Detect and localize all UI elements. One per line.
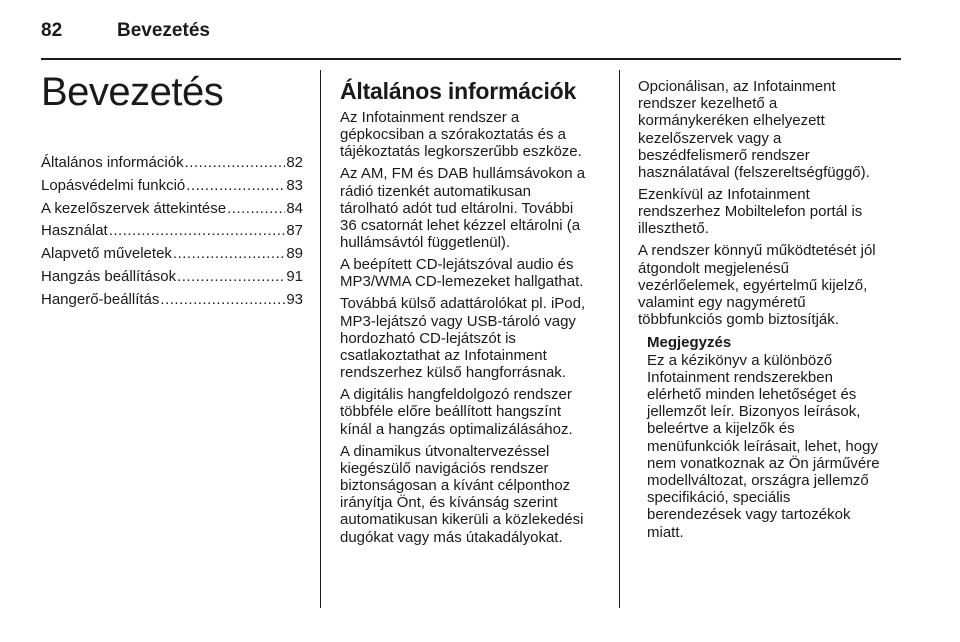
toc-leader-dots: [177, 266, 285, 289]
toc-leader-dots: [109, 220, 286, 243]
toc-entry-label: Általános információk: [41, 154, 184, 171]
toc-entry-label: Hangerő-beállítás: [41, 290, 160, 308]
toc-entry[interactable]: [41, 152, 303, 175]
toc-entry[interactable]: [41, 220, 303, 243]
running-title: Bevezetés: [117, 20, 210, 41]
toc-leader-dots: [185, 152, 286, 175]
body-column-1: [340, 70, 605, 551]
toc-leader-dots: [227, 198, 285, 221]
toc-entry[interactable]: [41, 266, 303, 289]
toc-leader-dots: [173, 243, 285, 266]
toc-entry[interactable]: [41, 289, 303, 312]
column-divider-1: [320, 70, 321, 608]
paragraph: A digitális hangfeldolgozó rendszer többféle előre beállított hangszínt kínál a hangzás optimalizálásához.: [340, 386, 573, 438]
column-divider-2: [619, 70, 620, 608]
section-title: Általános információk: [340, 78, 577, 104]
toc-entry[interactable]: [41, 198, 303, 221]
page-number: 82: [41, 20, 63, 41]
paragraph: A rendszer könnyű működtetését jól átgondolt megjelenésű vezérlőelemek, egyértelmű kijelző, valamint egy nagyméretű többfunkciós gomb biztosítják.: [638, 242, 876, 329]
paragraph: Továbbá külső adattárolókat pl. iPod, MP3-lejátszó vagy USB-tároló vagy hordozható CD-lejátszót is csatlakoztathat az Infotainment rendszerhez külső hangforrásnak.: [340, 295, 586, 382]
paragraph: A beépített CD-lejátszóval audio és MP3/WMA CD-lemezeket hallgathat.: [340, 256, 584, 291]
toc-entry-label: Alapvető műveletek: [41, 245, 172, 263]
toc-column: [41, 70, 303, 312]
paragraph: Az Infotainment rendszer a gépkocsiban a szórakoztatás és a tájékoztatás legkorszerűbb eszköze.: [340, 109, 582, 161]
toc-entry-label: Hangzás beállítások: [41, 267, 177, 285]
toc-entry-page: 93: [286, 290, 303, 308]
toc-entry[interactable]: [41, 243, 303, 266]
chapter-title: Bevezetés: [41, 70, 224, 114]
toc-entry-page: 91: [286, 267, 303, 285]
toc-entry-label: Használat: [41, 222, 108, 240]
page-header: [41, 16, 901, 46]
toc-entry-label: A kezelőszervek áttekintése: [41, 199, 227, 217]
paragraph: Opcionálisan, az Infotainment rendszer kezelhető a kormánykeréken elhelyezett kezelőszervek vagy a beszédfelismerő rendszer használatával (felszereltségfüggő).: [638, 78, 870, 182]
header-rule: [41, 58, 901, 60]
toc-entry-label: Lopásvédelmi funkció: [41, 176, 186, 194]
paragraph: Az AM, FM és DAB hullámsávokon a rádió tizenkét automatikusan tárolható adót tud eltárolni. További 36 csatornát lehet kézzel eltárolni (a hullámsávtól függetlenül).: [340, 165, 586, 252]
toc-entry-page: 82: [286, 154, 303, 171]
note-box: [647, 334, 900, 540]
toc-entry-page: 89: [286, 245, 303, 263]
toc-entry[interactable]: [41, 175, 303, 198]
toc-leader-dots: [160, 289, 285, 312]
paragraph: A dinamikus útvonaltervezéssel kiegészülő navigációs rendszer biztonságosan a kívánt célponthoz irányítja Önt, és kívánság szerint automatikusan kikerüli a közlekedési dugókat vagy más útakadályokat.: [340, 442, 584, 546]
toc-entry-page: 83: [286, 176, 303, 194]
toc-leader-dots: [186, 175, 285, 198]
table-of-contents: [41, 152, 303, 312]
paragraph: Ezenkívül az Infotainment rendszerhez Mobiltelefon portál is illeszthető.: [638, 186, 863, 238]
note-heading: Megjegyzés: [647, 334, 732, 352]
body-column-2: [638, 70, 900, 541]
note-body: Ez a kézikönyv a különböző Infotainment rendszerekben elérhető minden lehetőséget és jellemzőt leír. Bizonyos leírások, beleértve a kijelzők és menüfunkciók leírásait, lehet, hogy nem vonatkoznak az Ön járművére modellváltozat, országra jellemző specifikáció, speciális berendezések vagy tartozékok miatt.: [647, 351, 880, 541]
toc-entry-page: 87: [286, 222, 303, 240]
toc-entry-page: 84: [286, 199, 303, 217]
